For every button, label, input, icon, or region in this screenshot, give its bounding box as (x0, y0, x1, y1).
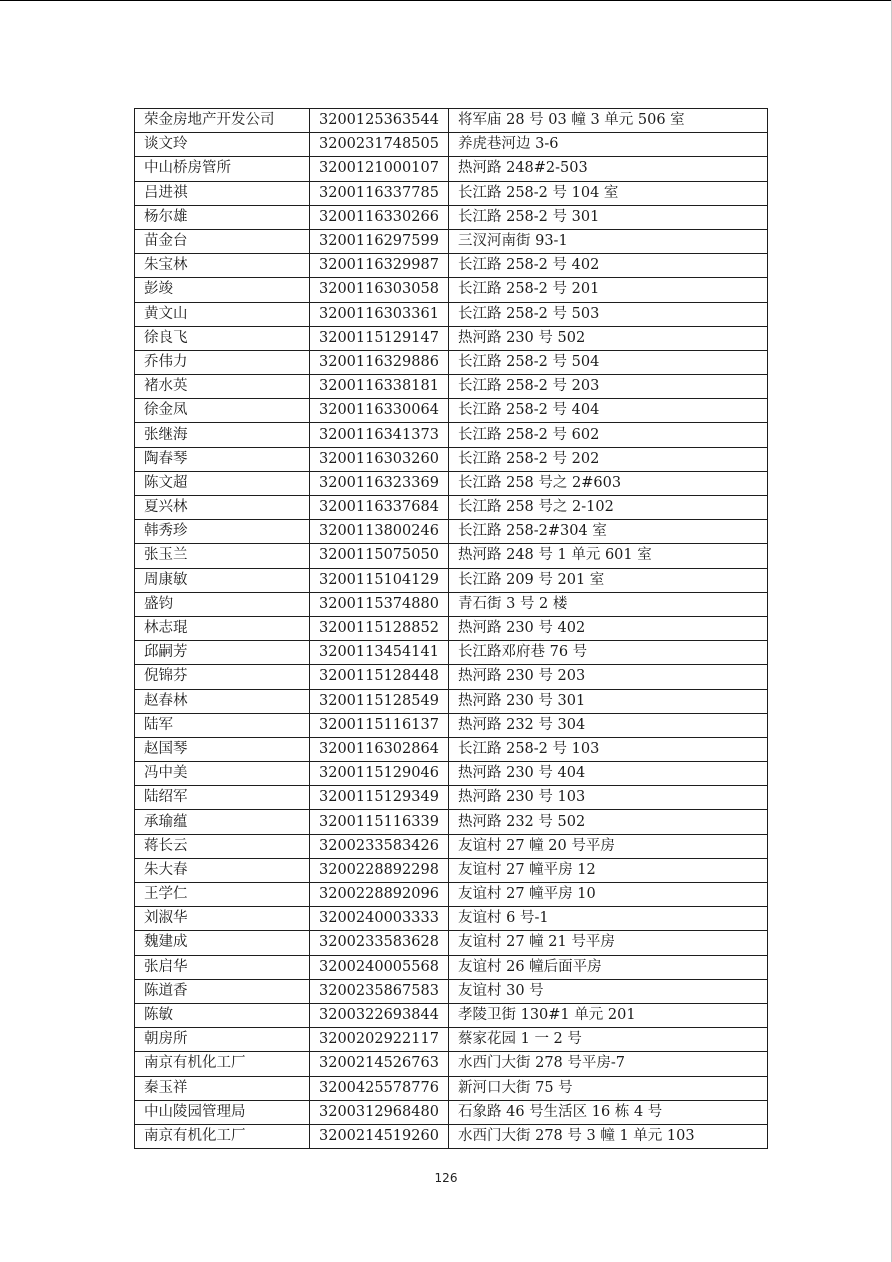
address-cell: 热河路 232 号 502 (449, 810, 768, 834)
address-cell: 长江路 258-2 号 201 (449, 278, 768, 302)
address-cell: 长江路邓府巷 76 号 (449, 641, 768, 665)
name-cell: 荣金房地产开发公司 (135, 109, 310, 133)
account-number-cell: 3200116338181 (310, 375, 449, 399)
name-cell: 陈道香 (135, 979, 310, 1003)
address-cell: 热河路 230 号 404 (449, 762, 768, 786)
table-row (135, 496, 768, 520)
table-row (135, 883, 768, 907)
name-cell: 中山桥房管所 (135, 157, 310, 181)
table-row (135, 471, 768, 495)
account-number-cell: 3200240003333 (310, 907, 449, 931)
name-cell: 刘淑华 (135, 907, 310, 931)
account-number-cell: 3200231748505 (310, 133, 449, 157)
table-row (135, 520, 768, 544)
name-cell: 南京有机化工厂 (135, 1052, 310, 1076)
address-cell: 长江路 258-2 号 301 (449, 205, 768, 229)
account-number-cell: 3200214526763 (310, 1052, 449, 1076)
address-cell: 三汊河南街 93-1 (449, 229, 768, 253)
account-number-cell: 3200116337684 (310, 496, 449, 520)
account-number-cell: 3200115104129 (310, 568, 449, 592)
address-cell: 长江路 258-2 号 404 (449, 399, 768, 423)
name-cell: 蒋长云 (135, 834, 310, 858)
account-number-cell: 3200113800246 (310, 520, 449, 544)
account-number-cell: 3200115075050 (310, 544, 449, 568)
account-number-cell: 3200116330064 (310, 399, 449, 423)
address-cell: 长江路 258-2 号 103 (449, 737, 768, 761)
table-row (135, 399, 768, 423)
address-cell: 热河路 230 号 402 (449, 616, 768, 640)
address-cell: 孝陵卫街 130#1 单元 201 (449, 1003, 768, 1027)
name-cell: 陆绍军 (135, 786, 310, 810)
name-cell: 林志琨 (135, 616, 310, 640)
address-cell: 长江路 258 号之 2#603 (449, 471, 768, 495)
account-number-cell: 3200116323369 (310, 471, 449, 495)
account-number-cell: 3200116303058 (310, 278, 449, 302)
address-cell: 长江路 258-2 号 104 室 (449, 181, 768, 205)
table-row (135, 181, 768, 205)
address-cell: 石象路 46 号生活区 16 栋 4 号 (449, 1100, 768, 1124)
table-row (135, 641, 768, 665)
table-row (135, 1100, 768, 1124)
address-cell: 友谊村 30 号 (449, 979, 768, 1003)
address-cell: 新河口大街 75 号 (449, 1076, 768, 1100)
account-number-cell: 3200214519260 (310, 1124, 449, 1148)
address-cell: 友谊村 6 号-1 (449, 907, 768, 931)
address-cell: 热河路 232 号 304 (449, 713, 768, 737)
name-cell: 赵国琴 (135, 737, 310, 761)
top-border-line (0, 0, 892, 1)
name-cell: 朝房所 (135, 1028, 310, 1052)
name-cell: 秦玉祥 (135, 1076, 310, 1100)
table-row (135, 786, 768, 810)
address-cell: 长江路 258-2 号 602 (449, 423, 768, 447)
table-row (135, 375, 768, 399)
account-number-cell: 3200115374880 (310, 592, 449, 616)
account-number-cell: 3200116337785 (310, 181, 449, 205)
account-number-cell: 3200115128549 (310, 689, 449, 713)
name-cell: 邱嗣芳 (135, 641, 310, 665)
name-cell: 赵春林 (135, 689, 310, 713)
account-number-cell: 3200116341373 (310, 423, 449, 447)
name-cell: 彭竣 (135, 278, 310, 302)
name-cell: 杨尔雄 (135, 205, 310, 229)
account-number-cell: 3200235867583 (310, 979, 449, 1003)
name-cell: 冯中美 (135, 762, 310, 786)
page-number: 126 (434, 1171, 458, 1185)
table-row (135, 955, 768, 979)
name-cell: 张玉兰 (135, 544, 310, 568)
table-row (135, 834, 768, 858)
account-number-cell: 3200116329987 (310, 254, 449, 278)
table-row (135, 326, 768, 350)
account-number-cell: 3200113454141 (310, 641, 449, 665)
table-row (135, 544, 768, 568)
address-cell: 友谊村 26 幢后面平房 (449, 955, 768, 979)
name-cell: 王学仁 (135, 883, 310, 907)
address-cell: 热河路 230 号 502 (449, 326, 768, 350)
account-number-cell: 3200116329886 (310, 350, 449, 374)
address-cell: 长江路 258-2 号 503 (449, 302, 768, 326)
table-row (135, 568, 768, 592)
table-row (135, 616, 768, 640)
address-cell: 友谊村 27 幢 21 号平房 (449, 931, 768, 955)
name-cell: 徐良飞 (135, 326, 310, 350)
table-row (135, 762, 768, 786)
account-number-cell: 3200233583426 (310, 834, 449, 858)
table-row (135, 254, 768, 278)
name-cell: 苗金台 (135, 229, 310, 253)
address-cell: 友谊村 27 幢平房 10 (449, 883, 768, 907)
address-cell: 长江路 258-2 号 504 (449, 350, 768, 374)
table-row (135, 713, 768, 737)
address-cell: 水西门大街 278 号 3 幢 1 单元 103 (449, 1124, 768, 1148)
account-number-cell: 3200115128852 (310, 616, 449, 640)
table-row (135, 665, 768, 689)
address-cell: 长江路 209 号 201 室 (449, 568, 768, 592)
name-cell: 陆军 (135, 713, 310, 737)
account-number-cell: 3200115128448 (310, 665, 449, 689)
table-row (135, 858, 768, 882)
name-cell: 韩秀珍 (135, 520, 310, 544)
table-row (135, 592, 768, 616)
name-cell: 陈敏 (135, 1003, 310, 1027)
table-row (135, 157, 768, 181)
table-row (135, 350, 768, 374)
account-number-cell: 3200312968480 (310, 1100, 449, 1124)
account-number-cell: 3200115129147 (310, 326, 449, 350)
name-cell: 朱宝林 (135, 254, 310, 278)
address-cell: 热河路 230 号 203 (449, 665, 768, 689)
name-cell: 乔伟力 (135, 350, 310, 374)
address-cell: 青石街 3 号 2 楼 (449, 592, 768, 616)
table-row (135, 447, 768, 471)
account-number-cell: 3200115116339 (310, 810, 449, 834)
account-number-cell: 3200125363544 (310, 109, 449, 133)
address-cell: 水西门大街 278 号平房-7 (449, 1052, 768, 1076)
address-cell: 热河路 248 号 1 单元 601 室 (449, 544, 768, 568)
name-cell: 谈文玲 (135, 133, 310, 157)
table-row (135, 1052, 768, 1076)
address-cell: 长江路 258-2#304 室 (449, 520, 768, 544)
name-cell: 盛钧 (135, 592, 310, 616)
address-cell: 热河路 230 号 301 (449, 689, 768, 713)
address-cell: 养虎巷河边 3-6 (449, 133, 768, 157)
address-cell: 长江路 258-2 号 202 (449, 447, 768, 471)
table-row (135, 931, 768, 955)
name-cell: 徐金凤 (135, 399, 310, 423)
address-cell: 长江路 258 号之 2-102 (449, 496, 768, 520)
account-number-cell: 3200233583628 (310, 931, 449, 955)
account-number-cell: 3200115129349 (310, 786, 449, 810)
account-number-cell: 3200115116137 (310, 713, 449, 737)
account-number-cell: 3200425578776 (310, 1076, 449, 1100)
table-row (135, 810, 768, 834)
name-cell: 夏兴林 (135, 496, 310, 520)
table-row (135, 1124, 768, 1148)
table-row (135, 133, 768, 157)
address-cell: 长江路 258-2 号 203 (449, 375, 768, 399)
name-cell: 张启华 (135, 955, 310, 979)
account-number-cell: 3200116303361 (310, 302, 449, 326)
registry-table-body (135, 109, 768, 1149)
table-row (135, 302, 768, 326)
account-number-cell: 3200228892298 (310, 858, 449, 882)
name-cell: 褚水英 (135, 375, 310, 399)
name-cell: 倪锦芬 (135, 665, 310, 689)
account-number-cell: 3200116302864 (310, 737, 449, 761)
table-row (135, 423, 768, 447)
name-cell: 南京有机化工厂 (135, 1124, 310, 1148)
account-number-cell: 3200202922117 (310, 1028, 449, 1052)
table-row (135, 205, 768, 229)
table-row (135, 907, 768, 931)
account-number-cell: 3200228892096 (310, 883, 449, 907)
name-cell: 黄文山 (135, 302, 310, 326)
account-number-cell: 3200116330266 (310, 205, 449, 229)
registry-table (134, 108, 768, 1149)
table-row (135, 737, 768, 761)
table-row (135, 109, 768, 133)
table-row (135, 278, 768, 302)
account-number-cell: 3200116303260 (310, 447, 449, 471)
address-cell: 友谊村 27 幢平房 12 (449, 858, 768, 882)
address-cell: 友谊村 27 幢 20 号平房 (449, 834, 768, 858)
address-cell: 将军庙 28 号 03 幢 3 单元 506 室 (449, 109, 768, 133)
address-cell: 长江路 258-2 号 402 (449, 254, 768, 278)
address-cell: 热河路 230 号 103 (449, 786, 768, 810)
account-number-cell: 3200240005568 (310, 955, 449, 979)
account-number-cell: 3200322693844 (310, 1003, 449, 1027)
name-cell: 周康敏 (135, 568, 310, 592)
name-cell: 陶春琴 (135, 447, 310, 471)
account-number-cell: 3200115129046 (310, 762, 449, 786)
name-cell: 中山陵园管理局 (135, 1100, 310, 1124)
account-number-cell: 3200121000107 (310, 157, 449, 181)
address-cell: 蔡家花园 1 一 2 号 (449, 1028, 768, 1052)
name-cell: 承瑜蕴 (135, 810, 310, 834)
name-cell: 魏建成 (135, 931, 310, 955)
account-number-cell: 3200116297599 (310, 229, 449, 253)
name-cell: 张继海 (135, 423, 310, 447)
table-row (135, 1003, 768, 1027)
table-row (135, 1028, 768, 1052)
address-cell: 热河路 248#2-503 (449, 157, 768, 181)
table-row (135, 1076, 768, 1100)
name-cell: 朱大春 (135, 858, 310, 882)
table-row (135, 229, 768, 253)
table-row (135, 689, 768, 713)
name-cell: 陈文超 (135, 471, 310, 495)
name-cell: 吕进祺 (135, 181, 310, 205)
table-row (135, 979, 768, 1003)
